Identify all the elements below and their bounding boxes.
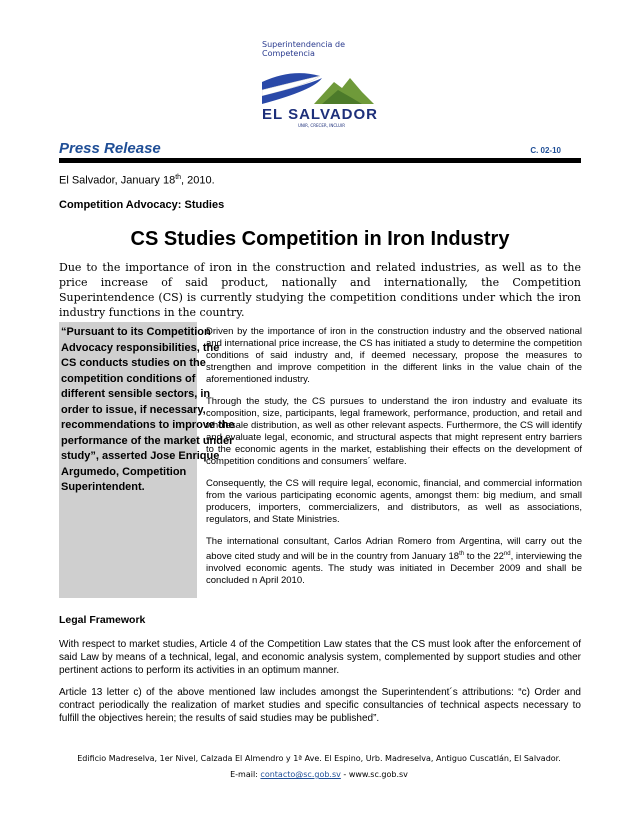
dateline-text: El Salvador, January 18 bbox=[59, 174, 176, 187]
body-paragraph-4-part-b: to the 22 bbox=[464, 551, 504, 563]
body-paragraph-4-sup2: nd bbox=[503, 551, 511, 557]
footer bbox=[0, 754, 638, 779]
footer-email-label: E-mail: bbox=[230, 770, 261, 779]
logo-motto: UNIR, CRECER, INCLUIR bbox=[298, 123, 346, 128]
logo-country: EL SALVADOR bbox=[262, 106, 379, 123]
logo-org-line2: Competencia bbox=[262, 49, 315, 58]
body-paragraph-4 bbox=[206, 536, 582, 587]
footer-address: Edificio Madreselva, 1er Nivel, Calzada El Almendro y 1ª Ave. El Espino, Urb. Madreselva, Antiguo Cuscatlán, El Salvador. bbox=[77, 754, 561, 763]
body-paragraph-2: Through the study, the CS pursues to understand the iron industry and evaluate its composition, size, participants, legal framework, performance, production, and retail and wholesale distribution, as well as other relevant aspects. Furthermore, the CS will identify and evaluate legal, economic, and structural aspects that might represent entry barriers to the economic agents in the market, establishing their effects on the development of competition conditions and consumers´ welfare. bbox=[206, 396, 582, 467]
section-kicker: Competition Advocacy: Studies bbox=[59, 199, 225, 211]
el-salvador-flag-mountain-icon bbox=[262, 64, 378, 106]
press-title: Press Release bbox=[59, 140, 161, 157]
legal-heading: Legal Framework bbox=[59, 614, 146, 626]
logo bbox=[252, 40, 386, 130]
press-code: C. 02-10 bbox=[530, 146, 561, 155]
footer-email-link[interactable]: contacto@sc.gob.sv bbox=[260, 770, 341, 779]
dateline bbox=[59, 174, 215, 187]
legal-section bbox=[59, 638, 581, 734]
logo-org-line1: Superintendencia de bbox=[262, 40, 345, 49]
legal-paragraph-1: With respect to market studies, Article 4 of the Competition Law states that the CS must look after the enforcement of said Law by means of a technical, legal, and economic analysis system, complemented by support studies and other pertinent actions to perform its activities in an optimum manner. bbox=[59, 639, 581, 676]
body-paragraph-3: Consequently, the CS will require legal, economic, financial, and commercial information from the various participating economic agents, amongst them: big medium, and small producers, importers, commercializers, and distributors, as well as associations, regulators, and State Ministries. bbox=[206, 478, 582, 525]
legal-paragraph-2: Article 13 letter c) of the above mentioned law includes amongst the Superintendent´s attributions: “c) Order and contract periodically the realization of market studies and specific consultancies of technical aspects necessary to fulfill the objectives herein; the results of said studies may be published”. bbox=[59, 687, 581, 724]
pull-quote: “Pursuant to its Competition Advocacy responsibilities, the CS conducts studies on the competition conditions of different sensible sectors, in order to issue, if necessary, recommendations to improve the performance of the market under study”, asserted Jose Enrique Argumedo, Competition Superintendent. bbox=[61, 326, 235, 493]
body-paragraph-4-part-a: The international consultant, Carlos Adrian Romero from Argentina, will carry out the above cited study and will be in the country from January 18 bbox=[206, 536, 582, 563]
body-paragraph-4-sup1: th bbox=[459, 551, 465, 557]
footer-website: www.sc.gob.sv bbox=[348, 770, 408, 779]
footer-contact bbox=[0, 770, 638, 779]
body-column bbox=[206, 326, 582, 597]
body-paragraph-4-part-c: , interviewing the involved economic agents. The study was initiated in December 2009 and shall be concluded n April 2010. bbox=[206, 551, 582, 587]
footer-separator: - bbox=[340, 770, 349, 779]
body-paragraph-1: Driven by the importance of iron in the construction industry and the observed national and international price increase, the CS has initiated a study to determine the competition conditions of said industry and, if deemed necessary, propose the measures to strengthen and improve competition in the different links in the value chain of the aforementioned industry. bbox=[206, 326, 582, 385]
dateline-year: , 2010. bbox=[181, 174, 215, 187]
lede-paragraph: Due to the importance of iron in the construction and related industries, as well as to the price increase of said product, nationally and internationally, the Competition Superintendence (CS) is currently studying the competition conditions under which the iron industry functions in the country. bbox=[59, 261, 581, 319]
header-rule bbox=[59, 158, 581, 163]
dateline-suffix: th bbox=[175, 174, 182, 181]
headline: CS Studies Competition in Iron Industry bbox=[130, 228, 510, 250]
logo-org-name bbox=[262, 40, 345, 58]
